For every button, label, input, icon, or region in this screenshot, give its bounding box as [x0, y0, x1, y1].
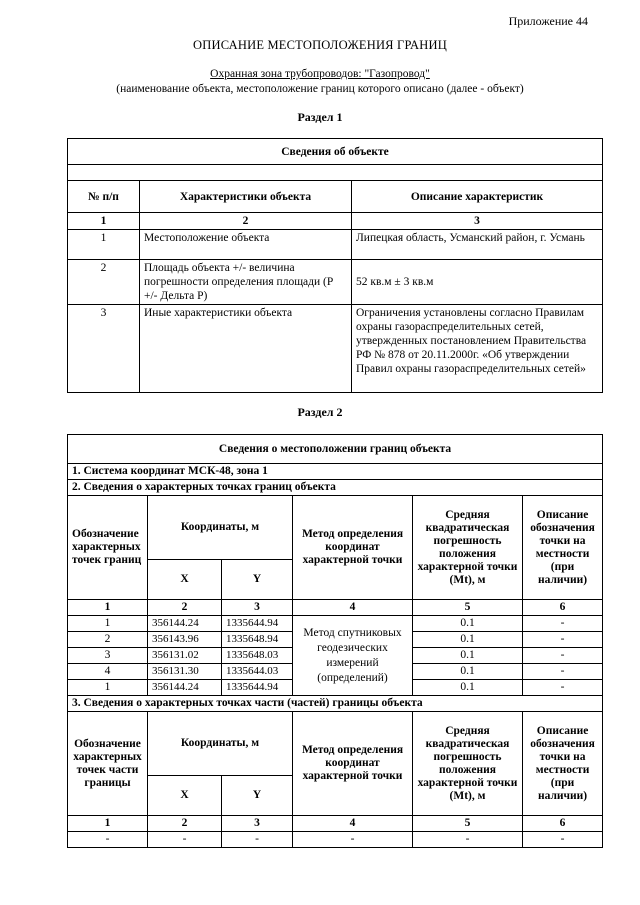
boundary-table	[67, 434, 603, 848]
object-name: Охранная зона трубопроводов: "Газопровод"	[210, 68, 430, 80]
point-y: 1335648.03	[222, 648, 293, 664]
part-header-coordinates: Координаты, м	[148, 712, 293, 776]
col-number: 2	[140, 213, 352, 230]
col-number: 1	[68, 213, 140, 230]
col-number: 5	[413, 600, 523, 616]
row-characteristic: Местоположение объекта	[140, 230, 352, 260]
point-description: -	[523, 616, 603, 632]
col-number: 6	[523, 816, 603, 832]
header-x: X	[148, 560, 222, 600]
point-mt: 0.1	[413, 632, 523, 648]
part-header-point-description: Описание обозначения точки на местности (при наличии)	[523, 712, 603, 816]
part-header-x: X	[148, 776, 222, 816]
point-y: 1335644.03	[222, 664, 293, 680]
point-x: 356144.24	[148, 680, 222, 696]
points-section-title: 2. Сведения о характерных точках границ объекта	[68, 480, 603, 496]
col-number: 6	[523, 600, 603, 616]
table-row	[68, 305, 603, 393]
table-row	[68, 260, 603, 305]
row-description: Липецкая область, Усманский район, г. Усмань	[352, 230, 603, 260]
header-coordinates: Координаты, м	[148, 496, 293, 560]
col-number: 3	[222, 816, 293, 832]
row-number: 3	[68, 305, 140, 393]
header-characteristic: Характеристики объекта	[140, 181, 352, 213]
point-y: 1335644.94	[222, 616, 293, 632]
table-row	[68, 832, 603, 848]
point-mt: 0.1	[413, 680, 523, 696]
header-method: Метод определения координат характерной точки	[293, 496, 413, 600]
row-characteristic: Иные характеристики объекта	[140, 305, 352, 393]
point-x: 356144.24	[148, 616, 222, 632]
point-description: -	[523, 632, 603, 648]
section-1-heading: Раздел 1	[297, 110, 343, 124]
part-cell: -	[68, 832, 148, 848]
part-cell: -	[293, 832, 413, 848]
col-number: 1	[68, 600, 148, 616]
row-characteristic: Площадь объекта +/- величина погрешности определения площади (Р +/- Дельта Р)	[140, 260, 352, 305]
part-header-method: Метод определения координат характерной точки	[293, 712, 413, 816]
header-point-description: Описание обозначения точки на местности (при наличии)	[523, 496, 603, 600]
col-number: 1	[68, 816, 148, 832]
point-id: 1	[68, 680, 148, 696]
row-description: 52 кв.м ± 3 кв.м	[352, 260, 603, 305]
header-designation: Обозначение характерных точек границ	[68, 496, 148, 600]
header-error: Средняя квадратическая погрешность положения характерной точки (Mt), м	[413, 496, 523, 600]
coord-system-row: 1. Система координат МСК-48, зона 1	[68, 464, 603, 480]
point-id: 1	[68, 616, 148, 632]
point-y: 1335644.94	[222, 680, 293, 696]
object-info-table-title: Сведения об объекте	[68, 139, 603, 165]
document-title: ОПИСАНИЕ МЕСТОПОЛОЖЕНИЯ ГРАНИЦ	[193, 38, 447, 52]
point-x: 356131.30	[148, 664, 222, 680]
table-row	[68, 616, 603, 632]
header-description: Описание характеристик	[352, 181, 603, 213]
boundary-table-title: Сведения о местоположении границ объекта	[68, 435, 603, 464]
col-number: 3	[222, 600, 293, 616]
object-name-line	[0, 68, 640, 80]
row-number: 1	[68, 230, 140, 260]
part-cell: -	[413, 832, 523, 848]
appendix-label: Приложение 44	[508, 14, 588, 28]
col-number: 3	[352, 213, 603, 230]
part-cell: -	[222, 832, 293, 848]
point-mt: 0.1	[413, 616, 523, 632]
part-header-y: Y	[222, 776, 293, 816]
col-number: 2	[148, 816, 222, 832]
col-number: 5	[413, 816, 523, 832]
part-header-error: Средняя квадратическая погрешность положения характерной точки (Mt), м	[413, 712, 523, 816]
spacer-row	[68, 165, 603, 181]
header-y: Y	[222, 560, 293, 600]
point-description: -	[523, 664, 603, 680]
row-description: Ограничения установлены согласно Правилам охраны газораспределительных сетей, утвержденных постановлением Правительства РФ № 878 от 20.11.2000г. «Об утверждении Правил охраны газораспределительных сетей»	[352, 305, 603, 393]
point-x: 356143.96	[148, 632, 222, 648]
point-y: 1335648.94	[222, 632, 293, 648]
point-id: 2	[68, 632, 148, 648]
part-section-title: 3. Сведения о характерных точках части (частей) границы объекта	[68, 696, 603, 712]
point-description: -	[523, 648, 603, 664]
object-info-table	[67, 138, 603, 393]
row-number: 2	[68, 260, 140, 305]
section-2-heading: Раздел 2	[297, 405, 343, 419]
table-row	[68, 230, 603, 260]
point-id: 3	[68, 648, 148, 664]
col-number: 4	[293, 600, 413, 616]
part-cell: -	[523, 832, 603, 848]
method-cell: Метод спутниковых геодезических измерений (определений)	[293, 616, 413, 696]
object-name-caption: (наименование объекта, местоположение границ которого описано (далее - объект)	[116, 83, 524, 95]
part-header-designation: Обозначение характерных точек части границы	[68, 712, 148, 816]
part-cell: -	[148, 832, 222, 848]
point-mt: 0.1	[413, 648, 523, 664]
point-description: -	[523, 680, 603, 696]
point-mt: 0.1	[413, 664, 523, 680]
point-x: 356131.02	[148, 648, 222, 664]
header-number: № п/п	[68, 181, 140, 213]
point-id: 4	[68, 664, 148, 680]
col-number: 4	[293, 816, 413, 832]
col-number: 2	[148, 600, 222, 616]
